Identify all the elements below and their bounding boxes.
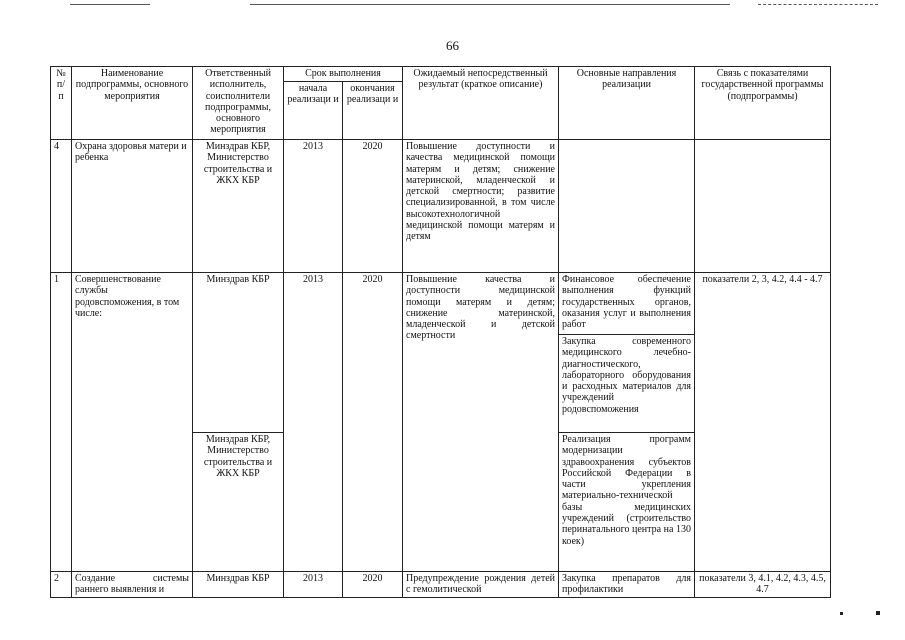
header-period: Срок выполнения	[284, 67, 403, 82]
scan-mark	[876, 611, 880, 615]
row-number: 2	[51, 572, 72, 598]
header-no: № п/ п	[51, 67, 72, 140]
row-number: 4	[51, 140, 72, 273]
row-link: показатели 3, 4.1, 4.2, 4.3, 4.5, 4.7	[695, 572, 831, 598]
row-start: 2013	[284, 273, 343, 572]
row-name: Совершенствование службы родовспоможения, в том числе:	[72, 273, 193, 572]
row-direction: Закупка препаратов для профилактики	[559, 572, 695, 598]
row-number: 1	[51, 273, 72, 572]
header-start: начала реализаци и	[284, 82, 343, 140]
header-link: Связь с показателями государственной программы (подпрограммы)	[695, 67, 831, 140]
table-row	[51, 140, 831, 273]
top-rule-right	[758, 4, 878, 5]
header-directions: Основные направления реализации	[559, 67, 695, 140]
page-number: 66	[446, 38, 459, 53]
scan-mark	[840, 612, 843, 615]
header-end: окончания реализаци и	[343, 82, 403, 140]
row-directions	[559, 140, 695, 273]
row-executor: Минздрав КБР, Министерство строительства и ЖКХ КБР	[193, 140, 284, 273]
row-direction: Закупка современного медицинского лечебно-диагностического, лабораторного оборудования и расходных материалов для учреждений родовспоможения	[559, 335, 695, 433]
row-name: Охрана здоровья матери и ребенка	[72, 140, 193, 273]
row-result: Повышение доступности и качества медицинской помощи матерям и детям; снижение материнской, младенческой и детской смертности; развитие специализированной, в том числе высокотехнологичной медицинской помощи матерям и детям	[403, 140, 559, 273]
row-start: 2013	[284, 140, 343, 273]
row-executor: Минздрав КБР	[193, 572, 284, 598]
top-rule-mid	[250, 4, 730, 5]
row-direction: Реализация программ модернизации здравоохранения субъектов Российской Федерации в части укрепления материально-технической базы медицинских учреждений (строительство перинатального центра на 130 коек)	[559, 433, 695, 572]
row-executor: Минздрав КБР	[193, 273, 284, 433]
row-end: 2020	[343, 572, 403, 598]
row-name: Создание системы раннего выявления и	[72, 572, 193, 598]
row-link	[695, 140, 831, 273]
top-rule-left	[70, 4, 150, 5]
program-table	[50, 66, 831, 598]
row-start: 2013	[284, 572, 343, 598]
header-row-1	[51, 67, 831, 82]
row-result: Повышение качества и доступности медицинской помощи матерям и детям; снижение материнской, младенческой и детской смертности	[403, 273, 559, 572]
row-end: 2020	[343, 273, 403, 572]
table-row	[51, 572, 831, 598]
header-result: Ожидаемый непосредственный результат (краткое описание)	[403, 67, 559, 140]
row-end: 2020	[343, 140, 403, 273]
header-executor: Ответственный исполнитель, соисполнители подпрограммы, основного мероприятия	[193, 67, 284, 140]
row-result: Предупреждение рождения детей с гемолитической	[403, 572, 559, 598]
row-executor: Минздрав КБР, Министерство строительства и ЖКХ КБР	[193, 433, 284, 572]
row-direction: Финансовое обеспечение выполнения функций государственных органов, оказания услуг и выполнения работ	[559, 273, 695, 335]
row-link: показатели 2, 3, 4.2, 4.4 - 4.7	[695, 273, 831, 572]
table-row	[51, 273, 831, 335]
header-name: Наименование подпрограммы, основного мероприятия	[72, 67, 193, 140]
